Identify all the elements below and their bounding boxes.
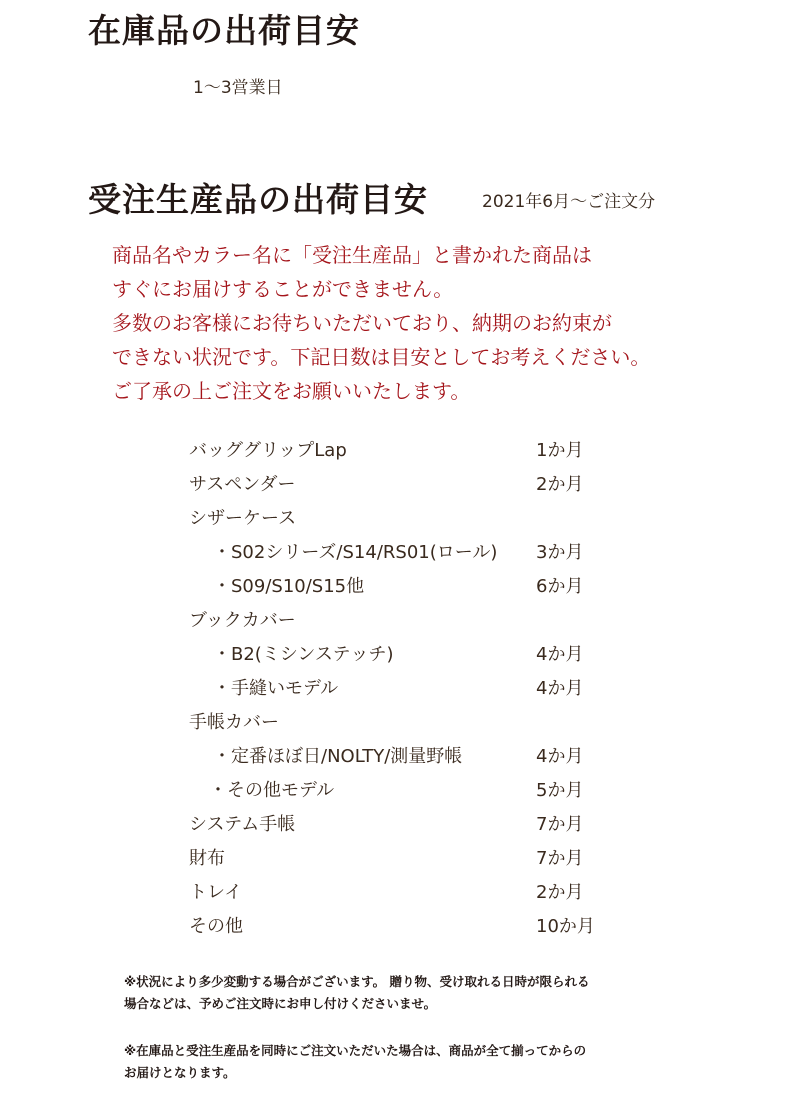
row-period: 7か月	[536, 848, 584, 869]
row-name: ・手縫いモデル	[213, 678, 339, 699]
row-name: ・その他モデル	[209, 780, 335, 801]
row-period: 6か月	[536, 576, 584, 597]
row-period: 10か月	[536, 916, 595, 937]
row-name: シザーケース	[189, 508, 297, 529]
row-name: ブックカバー	[189, 610, 296, 631]
footnote-line: お届けとなります。	[124, 1065, 236, 1080]
notice-line: ご了承の上ご注文をお願いいたします。	[112, 379, 471, 403]
stock-title: 在庫品の出荷目安	[88, 11, 360, 50]
row-name: その他	[189, 916, 243, 937]
notice-line: 商品名やカラー名に「受注生産品」と書かれた商品は	[112, 243, 592, 267]
row-period: 1か月	[536, 440, 584, 461]
row-name: ・S09/S10/S15他	[213, 576, 365, 597]
row-period: 4か月	[536, 644, 584, 665]
footnote-2	[124, 1040, 586, 1084]
row-name: 手帳カバー	[189, 712, 279, 733]
stock-lead-time: 1〜3営業日	[193, 78, 283, 98]
row-name: 財布	[189, 848, 225, 869]
footnote-line: 場合などは、予めご注文時にお申し付けくださいませ。	[124, 996, 437, 1011]
row-name: ・S02シリーズ/S14/RS01(ロール)	[213, 542, 498, 563]
row-period: 3か月	[536, 542, 584, 563]
made-to-order-notice	[112, 238, 650, 408]
row-name: トレイ	[189, 882, 243, 903]
footnote-line: ※在庫品と受注生産品を同時にご注文いただいた場合は、商品が全て揃ってからの	[124, 1043, 587, 1058]
notice-line: できない状況です。下記日数は目安としてお考えください。	[112, 345, 651, 369]
row-period: 7か月	[536, 814, 584, 835]
notice-line: 多数のお客様にお待ちいただいており、納期のお約束が	[112, 311, 612, 335]
made-to-order-since: 2021年6月〜ご注文分	[482, 192, 656, 212]
notice-line: すぐにお届けすることができません。	[112, 277, 454, 301]
row-period: 2か月	[536, 474, 584, 495]
row-name: サスペンダー	[189, 474, 296, 495]
made-to-order-title: 受注生産品の出荷目安	[88, 180, 428, 219]
row-period: 5か月	[536, 780, 584, 801]
row-name: ・定番ほぼ日/NOLTY/測量野帳	[213, 746, 463, 767]
row-period: 4か月	[536, 678, 584, 699]
row-name: バッググリップLap	[189, 440, 347, 461]
row-period: 2か月	[536, 882, 584, 903]
footnote-line: ※状況により多少変動する場合がございます。 贈り物、受け取れる日時が限られる	[124, 974, 590, 989]
row-name: ・B2(ミシンステッチ)	[213, 644, 394, 665]
footnote-1	[124, 971, 590, 1015]
row-name: システム手帳	[189, 814, 296, 835]
row-period: 4か月	[536, 746, 584, 767]
